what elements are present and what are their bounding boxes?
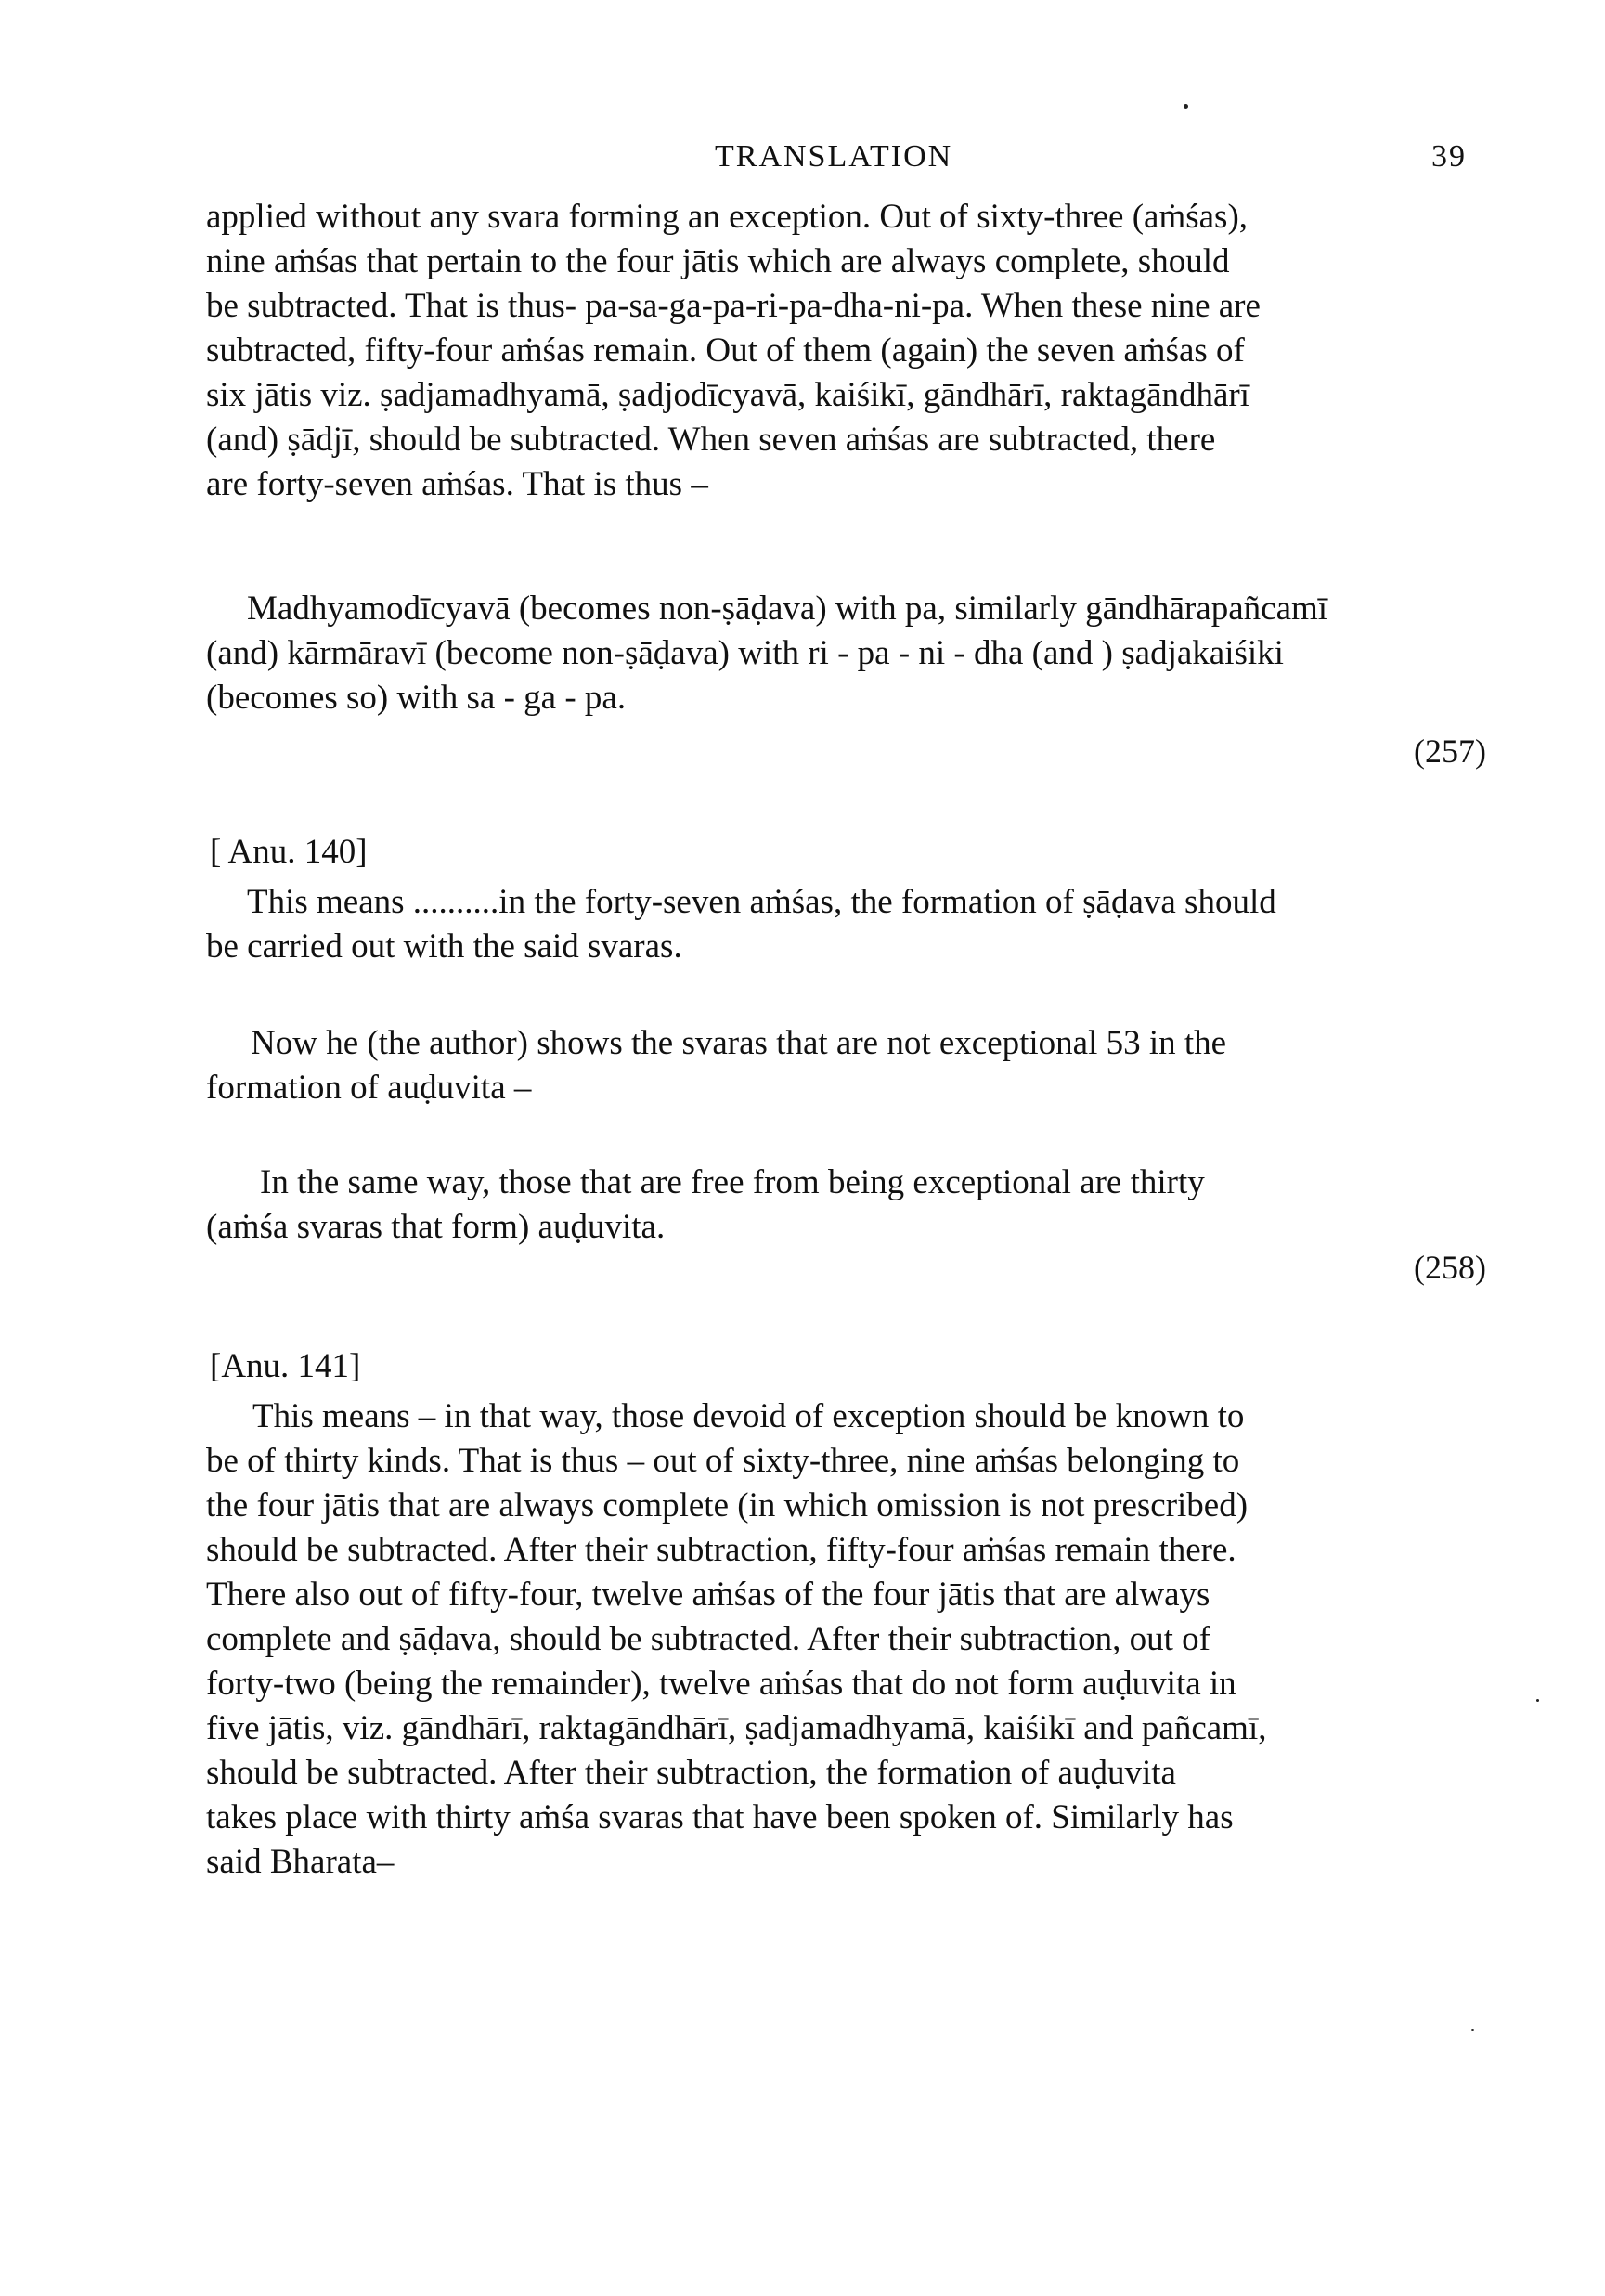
text-line: are forty-seven aṁśas. That is thus – bbox=[206, 465, 708, 503]
text-line: the four jātis that are always complete (in which omission is not prescribed) bbox=[206, 1486, 1249, 1524]
verse-257 bbox=[206, 587, 1491, 720]
verse-line: In the same way, those that are free from being exceptional are thirty bbox=[260, 1163, 1205, 1201]
text-line: complete and ṣāḍava, should be subtracted. After their subtraction, out of bbox=[206, 1620, 1210, 1658]
text-line: be subtracted. That is thus- pa-sa-ga-pa-ri-pa-dha-ni-pa. When these nine are bbox=[206, 287, 1261, 325]
paragraph-1 bbox=[206, 195, 1487, 507]
scan-speck bbox=[1184, 104, 1188, 109]
verse-258 bbox=[206, 1161, 1487, 1250]
running-header: TRANSLATION bbox=[715, 139, 953, 174]
text-line: forty-two (being the remainder), twelve aṁśas that do not form auḍuvita in bbox=[206, 1665, 1236, 1703]
text-line: be of thirty kinds. That is thus – out of sixty-three, nine aṁśas belonging to bbox=[206, 1442, 1240, 1480]
verse-line: (and) kārmāravī (become non-ṣāḍava) with ri - pa - ni - dha (and ) ṣadjakaiśiki bbox=[206, 634, 1284, 672]
text-line: should be subtracted. After their subtraction, the formation of auḍuvita bbox=[206, 1754, 1176, 1792]
anu-140-label: [ Anu. 140] bbox=[210, 833, 368, 871]
text-line: formation of auḍuvita – bbox=[206, 1069, 532, 1107]
text-line: This means – in that way, those devoid of exception should be known to bbox=[252, 1397, 1245, 1435]
text-line: This means ..........in the forty-seven aṁśas, the formation of ṣāḍava should bbox=[247, 883, 1276, 921]
page-number: 39 bbox=[1431, 139, 1467, 174]
verse-line: Madhyamodīcyavā (becomes non-ṣāḍava) with pa, similarly gāndhārapañcamī bbox=[247, 590, 1328, 628]
scan-speck bbox=[1471, 2029, 1474, 2031]
verse-line: (becomes so) with sa - ga - pa. bbox=[206, 679, 627, 717]
text-line: applied without any svara forming an exception. Out of sixty-three (aṁśas), bbox=[206, 198, 1249, 236]
text-line: (and) ṣādjī, should be subtracted. When seven aṁśas are subtracted, there bbox=[206, 421, 1216, 459]
verse-line: (aṁśa svaras that form) auḍuvita. bbox=[206, 1208, 666, 1246]
paragraph-2 bbox=[206, 1021, 1487, 1110]
text-line: six jātis viz. ṣadjamadhyamā, ṣadjodīcyavā, kaiśikī, gāndhārī, raktagāndhārī bbox=[206, 376, 1250, 414]
text-line: said Bharata– bbox=[206, 1843, 395, 1881]
text-line: be carried out with the said svaras. bbox=[206, 927, 682, 966]
text-line: should be subtracted. After their subtraction, fifty-four aṁśas remain there. bbox=[206, 1531, 1236, 1569]
text-line: subtracted, fifty-four aṁśas remain. Out of them (again) the seven aṁśas of bbox=[206, 331, 1245, 370]
text-line: takes place with thirty aṁśa svaras that have been spoken of. Similarly has bbox=[206, 1798, 1234, 1836]
text-line: There also out of fifty-four, twelve aṁśas of the four jātis that are always bbox=[206, 1576, 1210, 1614]
text-line: Now he (the author) shows the svaras that are not exceptional 53 in the bbox=[251, 1024, 1227, 1062]
anu-141-text bbox=[206, 1394, 1487, 1885]
anu-140-text bbox=[206, 880, 1487, 969]
text-line: nine aṁśas that pertain to the four jātis which are always complete, should bbox=[206, 242, 1230, 280]
anu-141-label: [Anu. 141] bbox=[210, 1347, 361, 1385]
scan-speck bbox=[1536, 1699, 1539, 1702]
verse-number: (258) bbox=[1414, 1249, 1486, 1286]
text-line: five jātis, viz. gāndhārī, raktagāndhārī, ṣadjamadhyamā, kaiśikī and pañcamī, bbox=[206, 1709, 1267, 1747]
verse-number: (257) bbox=[1414, 733, 1486, 770]
